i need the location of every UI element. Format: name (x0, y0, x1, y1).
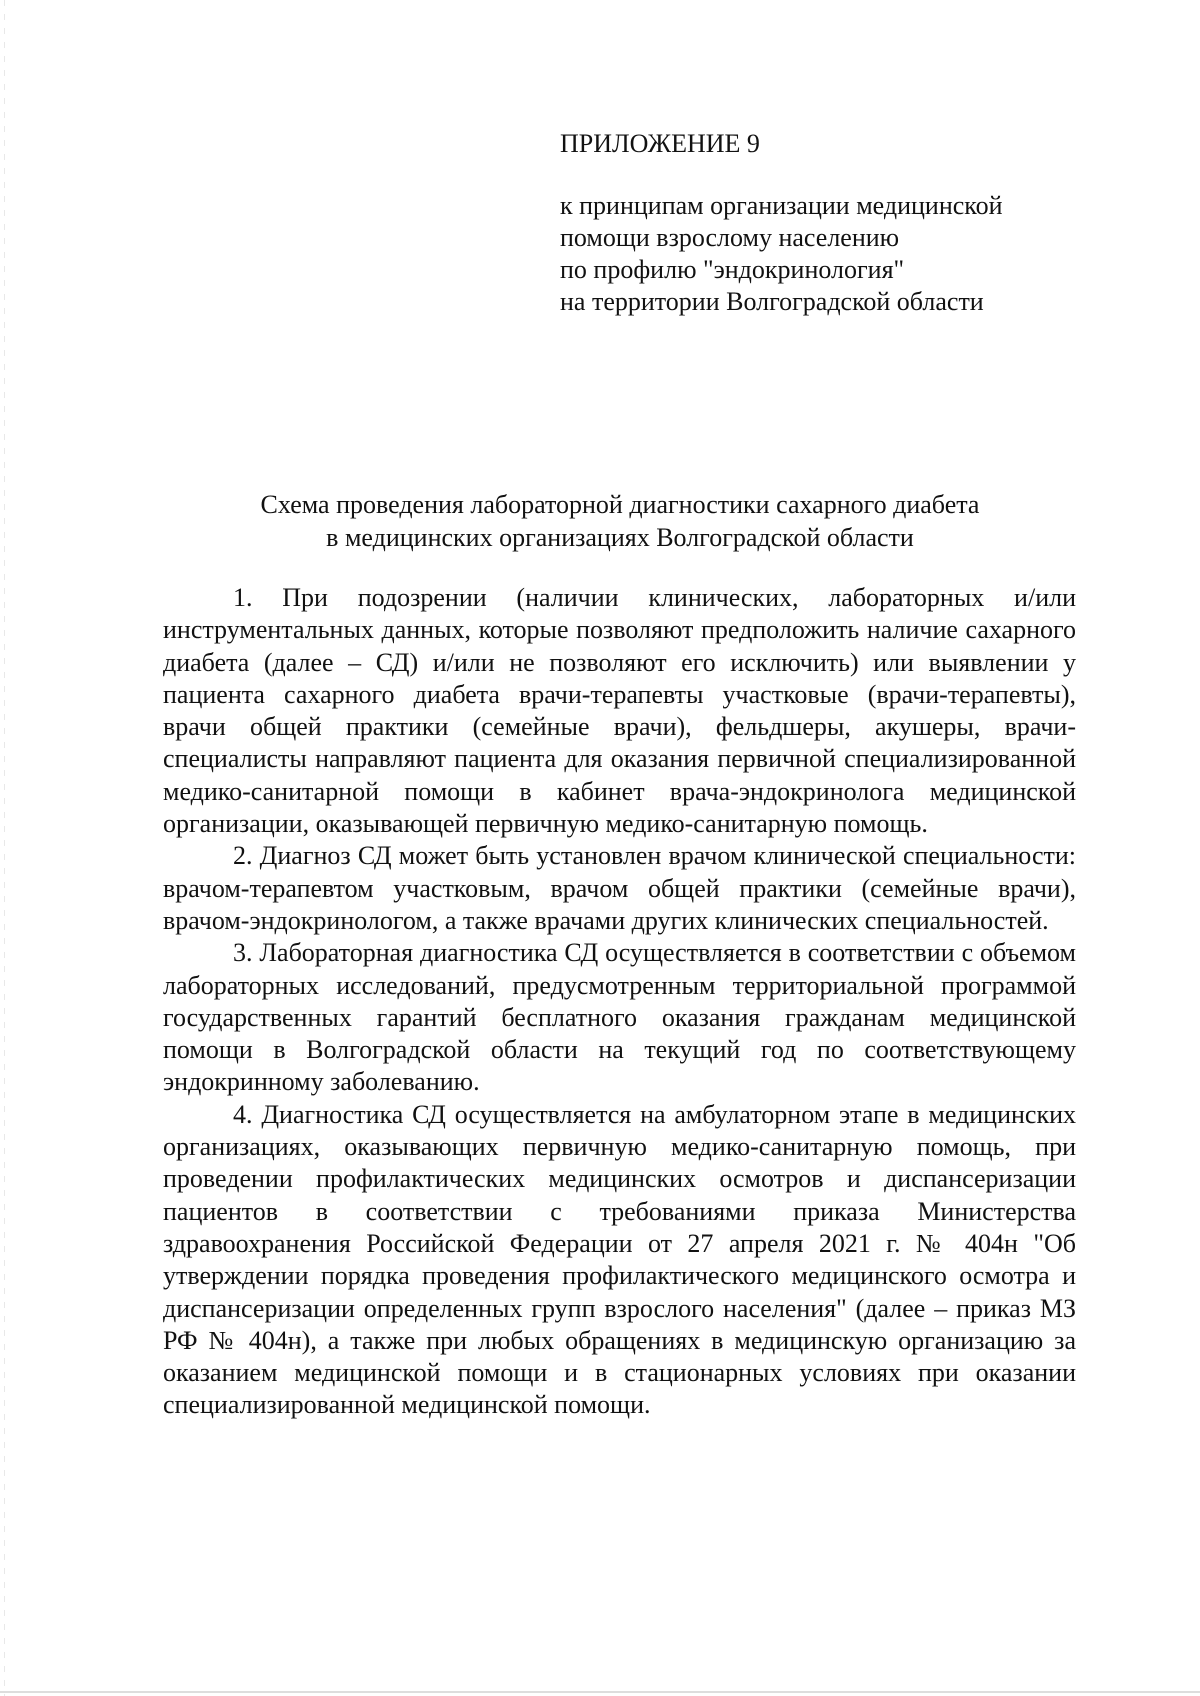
document-title-line: в медицинских организациях Волгоградской области (326, 523, 914, 552)
paragraph-2: 2. Диагноз СД может быть установлен врачом клинической специальности: врачом-терапевтом участковым, врачом общей практики (семейные врачи), врачом-эндокринологом, а также врачами других клинических специальностей. (163, 841, 1076, 935)
annex-line: по профилю "эндокринология" (560, 255, 905, 284)
paragraph-4: 4. Диагностика СД осуществляется на амбулаторном этапе в медицинских организациях, оказывающих первичную медико-санитарную помощь, при проведении профилактических медицинских осмотров и диспансеризации пациентов в соответствии с требованиями приказа Министерства здравоохранения Российской Федерации от 27 апреля 2021 г. № 404н "Об утверждении порядка проведения профилактического медицинского осмотра и диспансеризации определенных групп взрослого населения" (далее – приказ МЗ РФ № 404н), а также при любых обращениях в медицинскую организацию за оказанием медицинской помощи и в стационарных условиях при оказании специализированной медицинской помощи. (163, 1099, 1076, 1420)
annex-title: ПРИЛОЖЕНИЕ 9 (560, 129, 760, 158)
scan-edge-bottom (0, 1691, 1200, 1693)
paragraph-3: 3. Лабораторная диагностика СД осуществляется в соответствии с объемом лабораторных исследований, предусмотренным территориальной программой государственных гарантий бесплатного оказания гражданам медицинской помощи в Волгоградской области на текущий год по соответствующему эндокринному заболеванию. (163, 938, 1076, 1097)
scan-edge-left (4, 0, 5, 1696)
document-title-line: Схема проведения лабораторной диагностики сахарного диабета (260, 490, 980, 519)
annex-reference (560, 190, 1080, 318)
document-title (160, 488, 1080, 554)
document-body (163, 582, 1076, 1422)
annex-line: к принципам организации медицинской (560, 191, 1003, 220)
annex-line: на территории Волгоградской области (560, 287, 984, 316)
annex-block (560, 128, 1080, 318)
paragraph-1: 1. При подозрении (наличии клинических, лабораторных и/или инструментальных данных, которые позволяют предположить наличие сахарного диабета (далее – СД) и/или не позволяют его исключить) или выявлении у пациента сахарного диабета врачи-терапевты участковые (врачи-терапевты), врачи общей практики (семейные врачи), фельдшеры, акушеры, врачи-специалисты направляют пациента для оказания первичной специализированной медико-санитарной помощи в кабинет врача-эндокринолога медицинской организации, оказывающей первичную медико-санитарную помощь. (163, 583, 1076, 839)
annex-line: помощи взрослому населению (560, 223, 900, 252)
